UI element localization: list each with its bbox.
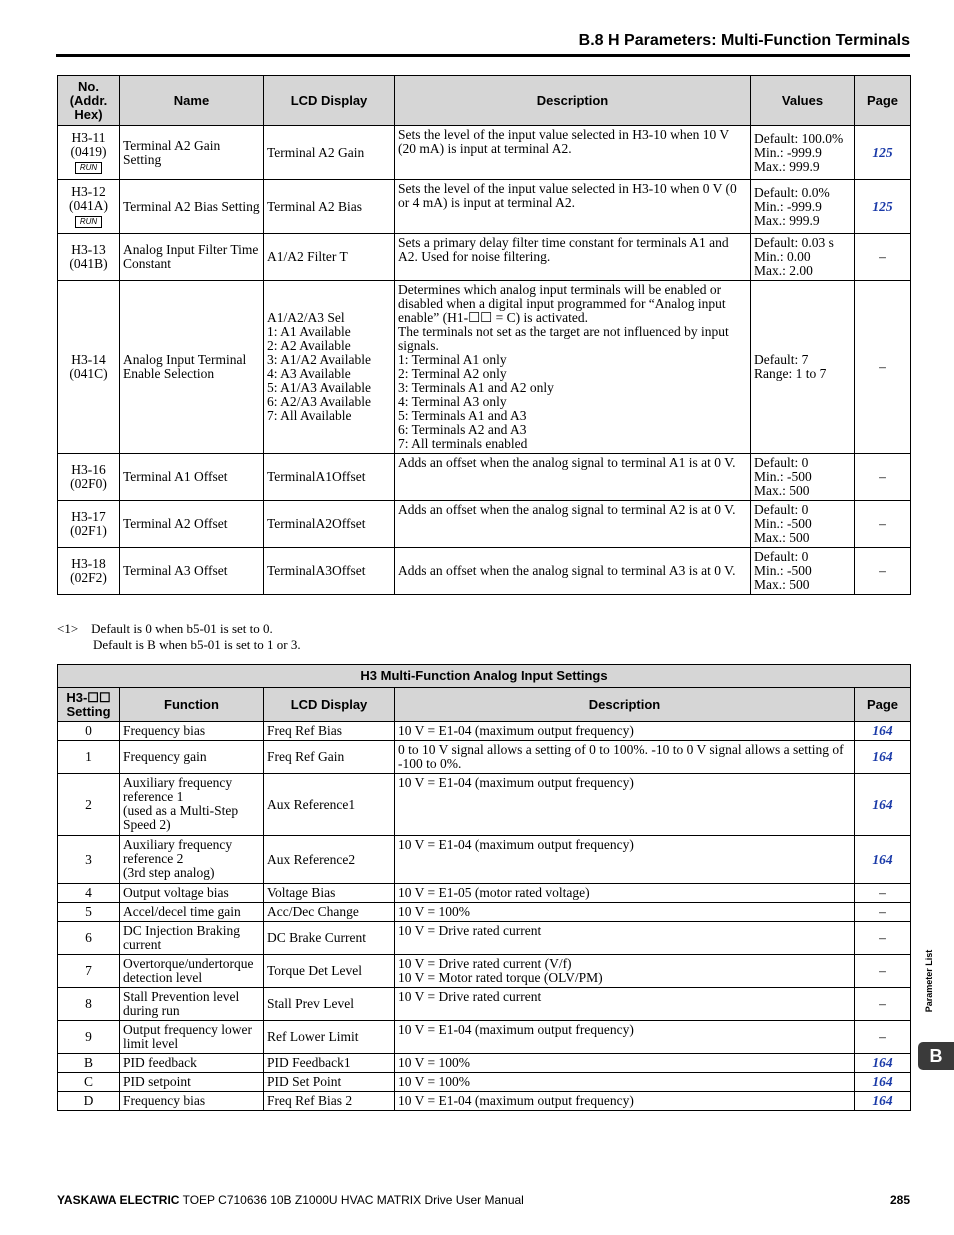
header-rule — [56, 54, 910, 57]
lcd-display: A1/A2/A3 Sel 1: A1 Available 2: A2 Available 3: A1/A2 Available 4: A3 Available 5: A1/A3 Available 6: A2/A3 Available 7: All Available — [264, 281, 395, 454]
table-row — [58, 836, 911, 884]
footnote-line-1: Default is 0 when b5-01 is set to 0. — [91, 621, 273, 636]
page-ref: – — [855, 988, 911, 1021]
function: Frequency bias — [120, 722, 264, 741]
col-header-page: Page — [855, 688, 911, 722]
function: Accel/decel time gain — [120, 903, 264, 922]
page-link[interactable]: 164 — [855, 1073, 911, 1092]
description: 10 V = E1-04 (maximum output frequency) — [395, 1021, 855, 1054]
page-link[interactable]: 164 — [855, 722, 911, 741]
page-ref: – — [855, 955, 911, 988]
table-row — [58, 722, 911, 741]
description: 10 V = 100% — [395, 903, 855, 922]
col-header-description: Description — [395, 688, 855, 722]
page-ref: – — [855, 922, 911, 955]
table-row — [58, 281, 911, 454]
side-label — [922, 943, 936, 1023]
footnote — [57, 621, 301, 653]
param-number: H3-18 (02F2) — [58, 548, 120, 595]
param-number: H3-14 (041C) — [58, 281, 120, 454]
lcd-display: Freq Ref Gain — [264, 741, 395, 774]
description: Adds an offset when the analog signal to terminal A2 is at 0 V. — [395, 501, 751, 548]
lcd-display: Aux Reference1 — [264, 774, 395, 836]
table-row — [58, 774, 911, 836]
lcd-display: DC Brake Current — [264, 922, 395, 955]
lcd-display: Stall Prev Level — [264, 988, 395, 1021]
col-header-lcd: LCD Display — [264, 76, 395, 126]
description: 10 V = E1-05 (motor rated voltage) — [395, 884, 855, 903]
run-badge: RUN — [75, 162, 102, 174]
col-header-no: No. (Addr. Hex) — [58, 76, 120, 126]
description: 10 V = Drive rated current (V/f) 10 V = Motor rated torque (OLV/PM) — [395, 955, 855, 988]
table-row — [58, 884, 911, 903]
footer-doc-title: TOEP C710636 10B Z1000U HVAC MATRIX Drive User Manual — [179, 1193, 524, 1207]
param-name: Terminal A3 Offset — [120, 548, 264, 595]
page-ref: – — [855, 548, 911, 595]
table-row — [58, 1054, 911, 1073]
page-link[interactable]: 164 — [855, 836, 911, 884]
page-ref: – — [855, 454, 911, 501]
col-header-setting: H3-☐☐ Setting — [58, 688, 120, 722]
page-link[interactable]: 164 — [855, 741, 911, 774]
lcd-display: Terminal A2 Bias — [264, 180, 395, 234]
col-header-function: Function — [120, 688, 264, 722]
param-name: Terminal A1 Offset — [120, 454, 264, 501]
table-row — [58, 1073, 911, 1092]
values: Default: 0.0% Min.: -999.9 Max.: 999.9 — [751, 180, 855, 234]
param-number: H3-17 (02F1) — [58, 501, 120, 548]
values: Default: 7 Range: 1 to 7 — [751, 281, 855, 454]
lcd-display: Voltage Bias — [264, 884, 395, 903]
page-ref: – — [855, 501, 911, 548]
description: 10 V = E1-04 (maximum output frequency) — [395, 836, 855, 884]
setting-value: 2 — [58, 774, 120, 836]
values: Default: 0 Min.: -500 Max.: 500 — [751, 548, 855, 595]
table-row — [58, 955, 911, 988]
function: PID setpoint — [120, 1073, 264, 1092]
page-link[interactable]: 164 — [855, 1092, 911, 1111]
setting-value: D — [58, 1092, 120, 1111]
lcd-display: PID Feedback1 — [264, 1054, 395, 1073]
col-header-values: Values — [751, 76, 855, 126]
section-title: B.8 H Parameters: Multi-Function Terminals — [578, 32, 910, 49]
values: Default: 0.03 s Min.: 0.00 Max.: 2.00 — [751, 234, 855, 281]
footer-brand: YASKAWA ELECTRIC — [57, 1193, 180, 1207]
table-row — [58, 454, 911, 501]
table-row — [58, 126, 911, 180]
description: Sets the level of the input value selected in H3-10 when 0 V (0 or 4 mA) is input at terminal A2. — [395, 180, 751, 234]
table-row — [58, 234, 911, 281]
function: Frequency gain — [120, 741, 264, 774]
table-title: H3 Multi-Function Analog Input Settings — [58, 665, 911, 688]
function: Auxiliary frequency reference 1 (used as a Multi-Step Speed 2) — [120, 774, 264, 836]
analog-input-settings-table — [57, 664, 911, 1111]
page-link[interactable]: 125 — [855, 180, 911, 234]
page-ref: – — [855, 1021, 911, 1054]
col-header-page: Page — [855, 76, 911, 126]
section-tab[interactable]: B — [918, 1042, 954, 1070]
description: Adds an offset when the analog signal to terminal A3 is at 0 V. — [395, 548, 751, 595]
param-name: Terminal A2 Offset — [120, 501, 264, 548]
lcd-display: TerminalA3Offset — [264, 548, 395, 595]
table-row — [58, 1092, 911, 1111]
param-name: Terminal A2 Bias Setting — [120, 180, 264, 234]
description: Determines which analog input terminals will be enabled or disabled when a digital input programmed for “Analog input enable” (H1-☐☐ = C) is activated. The terminals not set as the target are not influenced by input signals. 1: Terminal A1 only 2: Terminal A2 only 3: Terminals A1 and A2 only 4: Terminal A3 only 5: Terminals A1 and A3 6: Terminals A2 and A3 7: All terminals enabled — [395, 281, 751, 454]
values: Default: 0 Min.: -500 Max.: 500 — [751, 501, 855, 548]
function: PID feedback — [120, 1054, 264, 1073]
page-ref: – — [855, 234, 911, 281]
col-header-description: Description — [395, 76, 751, 126]
description: Adds an offset when the analog signal to terminal A1 is at 0 V. — [395, 454, 751, 501]
description: Sets the level of the input value selected in H3-10 when 10 V (20 mA) is input at terminal A2. — [395, 126, 751, 180]
lcd-display: TerminalA1Offset — [264, 454, 395, 501]
table-row — [58, 180, 911, 234]
page-link[interactable]: 164 — [855, 774, 911, 836]
description: 10 V = 100% — [395, 1073, 855, 1092]
description: Sets a primary delay filter time constant for terminals A1 and A2. Used for noise filtering. — [395, 234, 751, 281]
function: Overtorque/undertorque detection level — [120, 955, 264, 988]
lcd-display: Freq Ref Bias 2 — [264, 1092, 395, 1111]
param-name: Analog Input Terminal Enable Selection — [120, 281, 264, 454]
function: Frequency bias — [120, 1092, 264, 1111]
lcd-display: Acc/Dec Change — [264, 903, 395, 922]
footnote-line-2: Default is B when b5-01 is set to 1 or 3. — [93, 637, 301, 652]
param-number: H3-11 (0419) RUN — [58, 126, 120, 180]
run-badge: RUN — [75, 216, 102, 228]
description: 0 to 10 V signal allows a setting of 0 to 100%. -10 to 0 V signal allows a setting of -100 to 0%. — [395, 741, 855, 774]
lcd-display: Aux Reference2 — [264, 836, 395, 884]
param-name: Analog Input Filter Time Constant — [120, 234, 264, 281]
description: 10 V = 100% — [395, 1054, 855, 1073]
lcd-display: Torque Det Level — [264, 955, 395, 988]
setting-value: 3 — [58, 836, 120, 884]
function: DC Injection Braking current — [120, 922, 264, 955]
page-ref: – — [855, 903, 911, 922]
page-ref: – — [855, 884, 911, 903]
page-header — [56, 32, 910, 52]
table-row — [58, 501, 911, 548]
page-footer — [57, 1193, 910, 1207]
setting-value: 4 — [58, 884, 120, 903]
table-row — [58, 988, 911, 1021]
side-label-text: Parameter List — [924, 949, 934, 1013]
function: Output frequency lower limit level — [120, 1021, 264, 1054]
param-number: H3-16 (02F0) — [58, 454, 120, 501]
setting-value: 8 — [58, 988, 120, 1021]
table-row — [58, 903, 911, 922]
function: Output voltage bias — [120, 884, 264, 903]
col-header-lcd: LCD Display — [264, 688, 395, 722]
col-header-name: Name — [120, 76, 264, 126]
setting-value: 5 — [58, 903, 120, 922]
lcd-display: TerminalA2Offset — [264, 501, 395, 548]
table-row — [58, 548, 911, 595]
description: 10 V = E1-04 (maximum output frequency) — [395, 722, 855, 741]
parameter-table — [57, 75, 911, 595]
param-number: H3-13 (041B) — [58, 234, 120, 281]
lcd-display: Freq Ref Bias — [264, 722, 395, 741]
setting-value: B — [58, 1054, 120, 1073]
table-row — [58, 741, 911, 774]
description: 10 V = E1-04 (maximum output frequency) — [395, 774, 855, 836]
lcd-display: Terminal A2 Gain — [264, 126, 395, 180]
setting-value: 9 — [58, 1021, 120, 1054]
lcd-display: PID Set Point — [264, 1073, 395, 1092]
description: 10 V = Drive rated current — [395, 988, 855, 1021]
page-number: 285 — [889, 1193, 910, 1207]
setting-value: 1 — [58, 741, 120, 774]
function: Stall Prevention level during run — [120, 988, 264, 1021]
description: 10 V = E1-04 (maximum output frequency) — [395, 1092, 855, 1111]
values: Default: 100.0% Min.: -999.9 Max.: 999.9 — [751, 126, 855, 180]
footnote-marker: <1> — [57, 621, 79, 636]
param-name: Terminal A2 Gain Setting — [120, 126, 264, 180]
lcd-display: Ref Lower Limit — [264, 1021, 395, 1054]
lcd-display: A1/A2 Filter T — [264, 234, 395, 281]
setting-value: C — [58, 1073, 120, 1092]
setting-value: 6 — [58, 922, 120, 955]
description: 10 V = Drive rated current — [395, 922, 855, 955]
page-ref: – — [855, 281, 911, 454]
function: Auxiliary frequency reference 2 (3rd step analog) — [120, 836, 264, 884]
page-link[interactable]: 164 — [855, 1054, 911, 1073]
page-link[interactable]: 125 — [855, 126, 911, 180]
setting-value: 0 — [58, 722, 120, 741]
table-row — [58, 922, 911, 955]
setting-value: 7 — [58, 955, 120, 988]
table-row — [58, 1021, 911, 1054]
values: Default: 0 Min.: -500 Max.: 500 — [751, 454, 855, 501]
param-number: H3-12 (041A) RUN — [58, 180, 120, 234]
